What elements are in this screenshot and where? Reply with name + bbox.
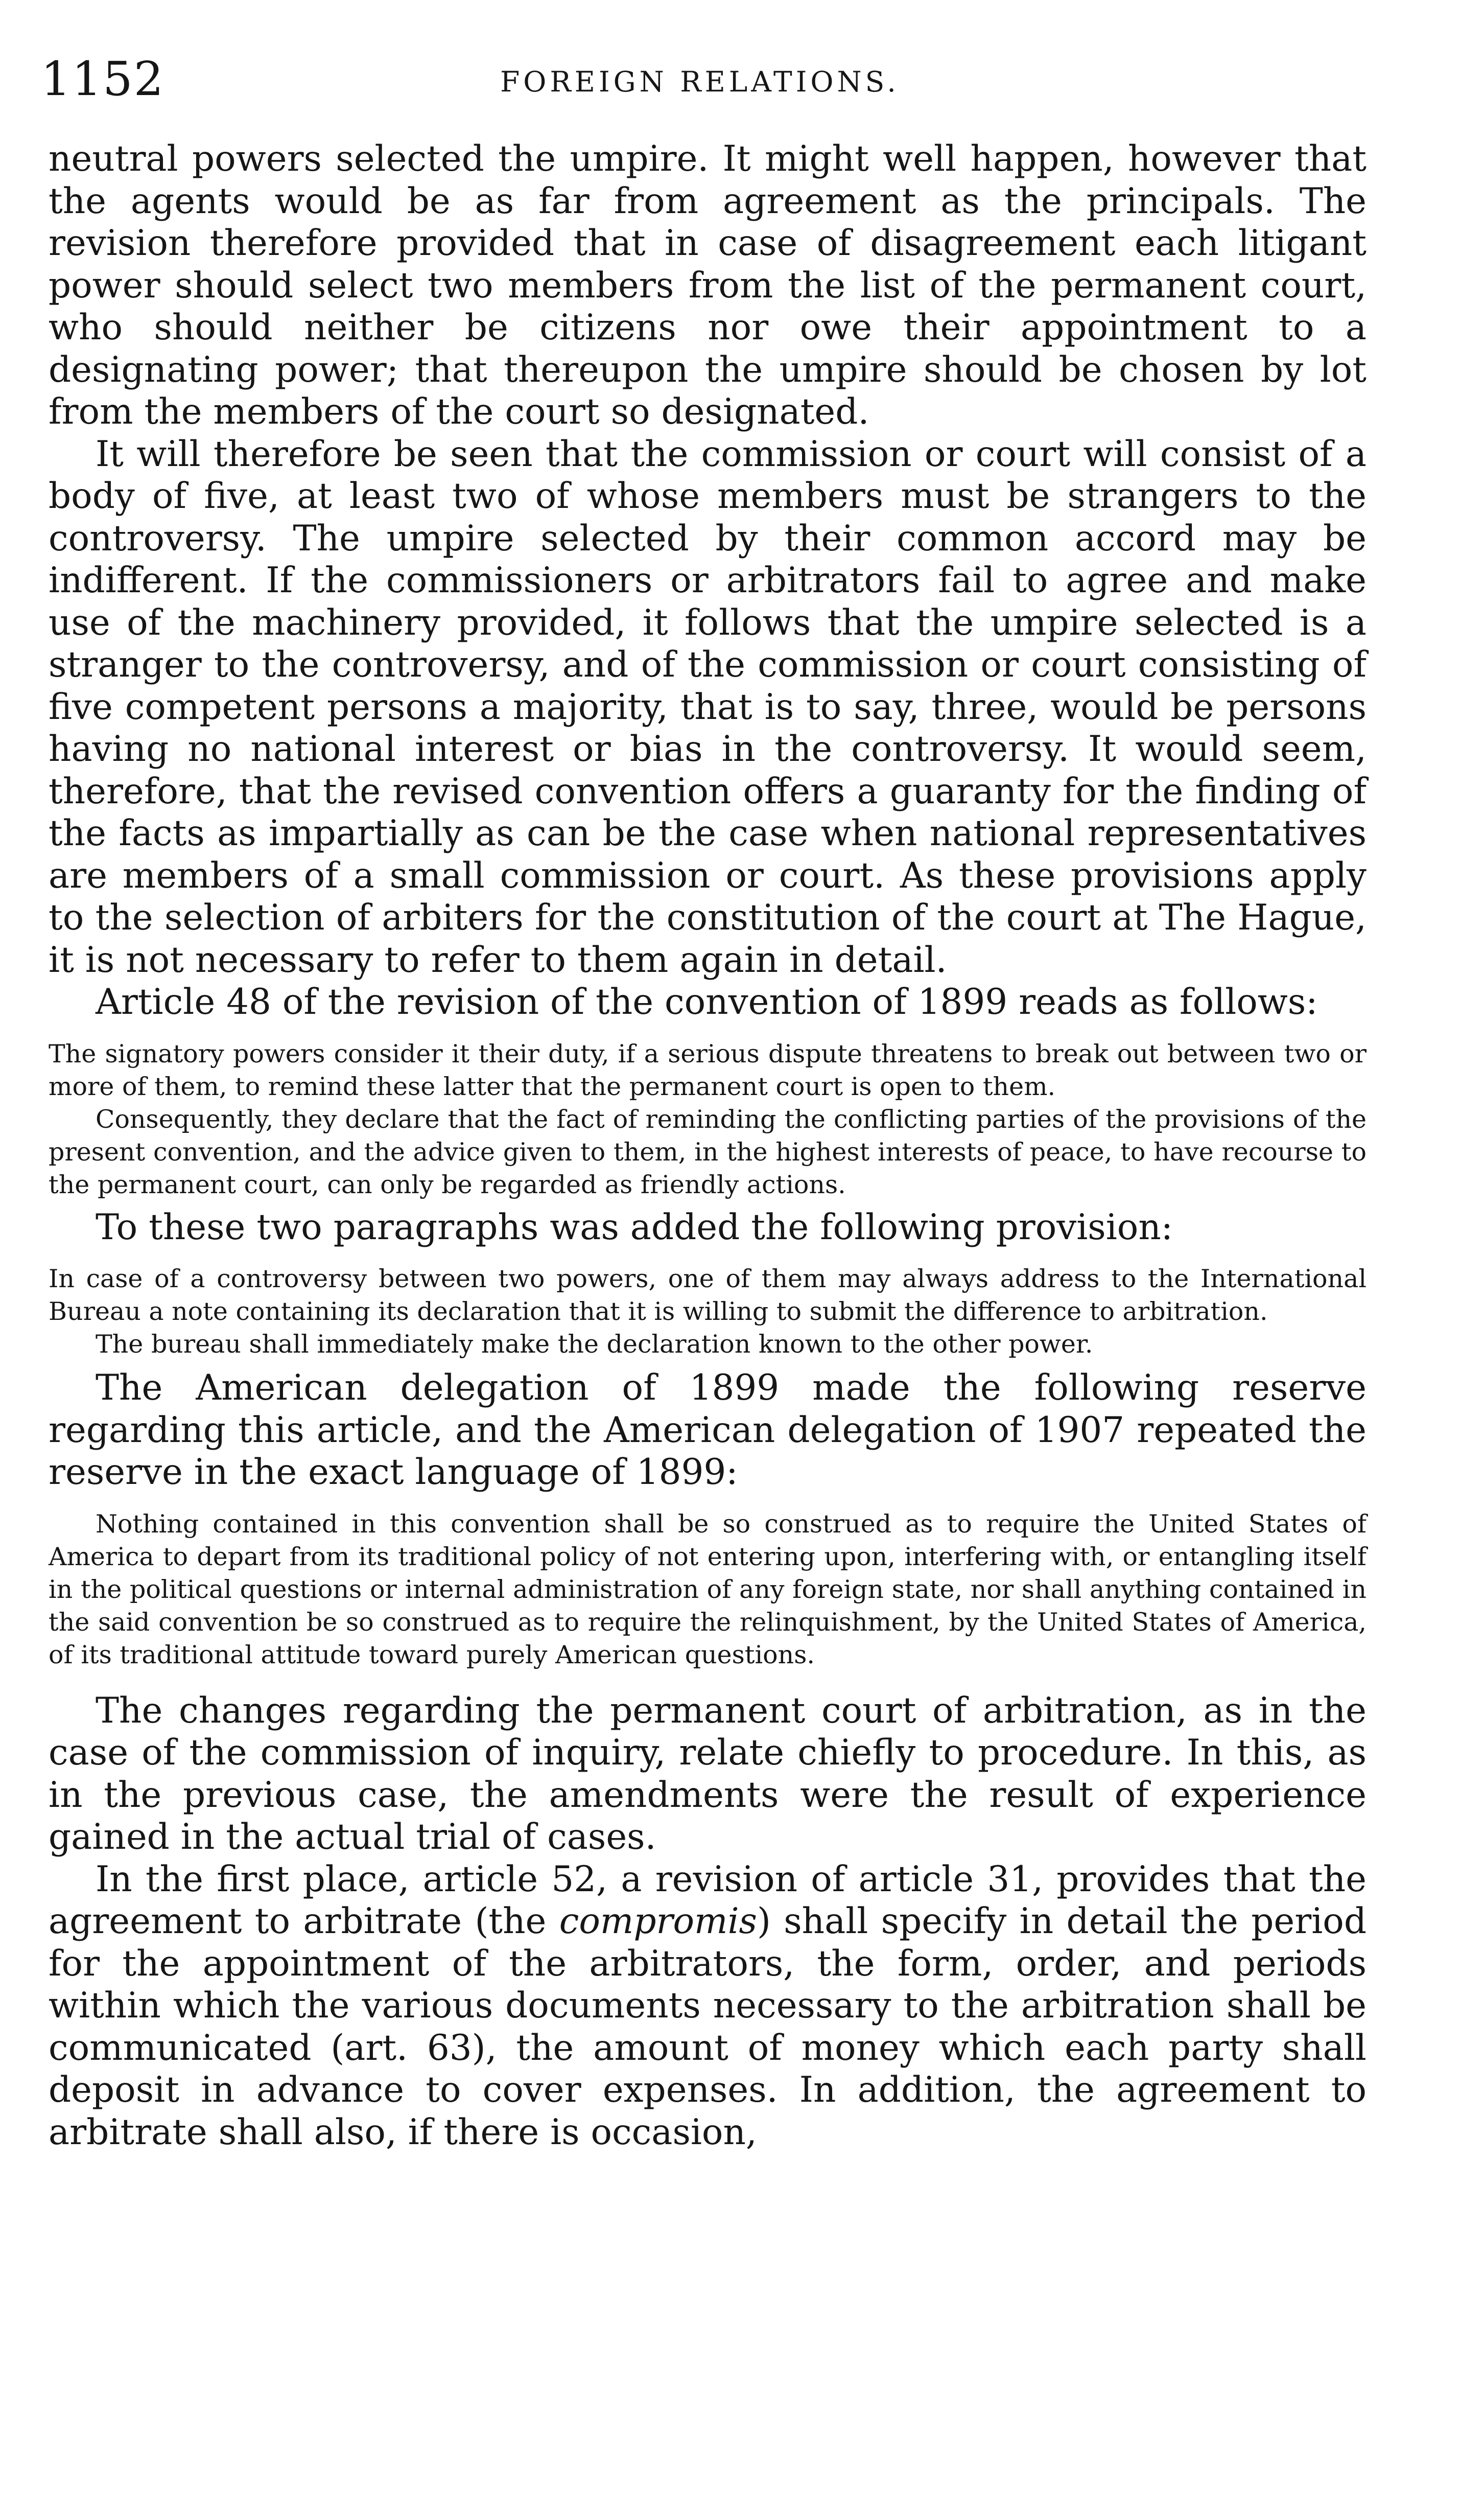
page-header <box>41 51 1359 107</box>
paragraph-7-text-b: ) shall specify in detail the period for the appointment of the arbitrators, the form, order, and periods within which the various documents necessary to the arbitration shall be communicated (art. 63), the amount of money which each party shall deposit in advance to cover expenses. In addition, the agreement to arbitrate shall also, if there is occasion, <box>49 1901 1367 2153</box>
quoted-text-5: Nothing contained in this convention shall be so construed as to require the United States of America to depart from its traditional policy of not entering upon, interfering with, or entangling itself in the political questions or internal administration of any foreign state, nor shall anything contained in the said convention be so construed as to require the relinquishment, by the United States of America, of its traditional attitude toward purely American questions. <box>49 1509 1367 1669</box>
quoted-text-2: Consequently, they declare that the fact of reminding the conflicting parties of the provisions of the present convention, and the advice given to them, in the highest interests of peace, to have recourse to the permanent court, can only be regarded as friendly actions. <box>49 1104 1367 1199</box>
paragraph-2: It will therefore be seen that the commission or court will consist of a body of five, at least two of whose members must be strangers to the controversy. The umpire selected by their common accord may be indifferent. If the commissioners or arbitrators fail to agree and make use of the machinery provided, it follows that the umpire selected is a stranger to the controversy, and of the commission or court consisting of five competent persons a majority, that is to say, three, would be persons having no national interest or bias in the controversy. It would seem, therefore, that the revised convention offers a guaranty for the finding of the facts as impartially as can be the case when national representatives are members of a small commission or court. As these provisions apply to the selection of arbiters for the constitution of the court at The Hague, it is not necessary to refer to them again in detail. <box>49 433 1367 981</box>
running-head: FOREIGN RELATIONS. <box>500 65 900 98</box>
compromis-term: compromis <box>559 1901 757 1942</box>
paragraph-6: The changes regarding the permanent court of arbitration, as in the case of the commission of inquiry, relate chiefly to procedure. In this, as in the previous case, the amendments were the result of experience gained in the actual trial of cases. <box>49 1690 1367 1857</box>
paragraph-5: The American delegation of 1899 made the following reserve regarding this article, and the American delegation of 1907 repeated the reserve in the exact language of 1899: <box>49 1367 1367 1493</box>
quoted-text-3: In case of a controversy between two powers, one of them may always address to the International Bureau a note containing its declaration that it is willing to submit the difference to arbitration. <box>49 1264 1367 1326</box>
paragraph-7 <box>49 1858 1367 2154</box>
paragraph-4: To these two paragraphs was added the following provision: <box>96 1206 1173 1248</box>
quoted-text-1: The signatory powers consider it their duty, if a serious dispute threatens to break out between two or more of them, to remind these latter that the permanent court is open to them. <box>49 1039 1367 1101</box>
page-number: 1152 <box>41 52 165 106</box>
paragraph-1: neutral powers selected the umpire. It might well happen, however that the agents would be as far from agreement as the principals. The revision therefore provided that in case of disagreement each litigant power should select two members from the list of the permanent court, who should neither be citizens nor owe their appointment to a designating power; that thereupon the umpire should be chosen by lot from the members of the court so designated. <box>49 138 1367 432</box>
paragraph-7-text-a: In the first place, article 52, a revision of article 31, provides that the agreement to arbitrate (the <box>49 1858 1367 1942</box>
paragraph-3: Article 48 of the revision of the convention of 1899 reads as follows: <box>96 982 1318 1022</box>
quoted-text-4: The bureau shall immediately make the declaration known to the other power. <box>96 1330 1093 1359</box>
page-body <box>49 138 1367 2153</box>
